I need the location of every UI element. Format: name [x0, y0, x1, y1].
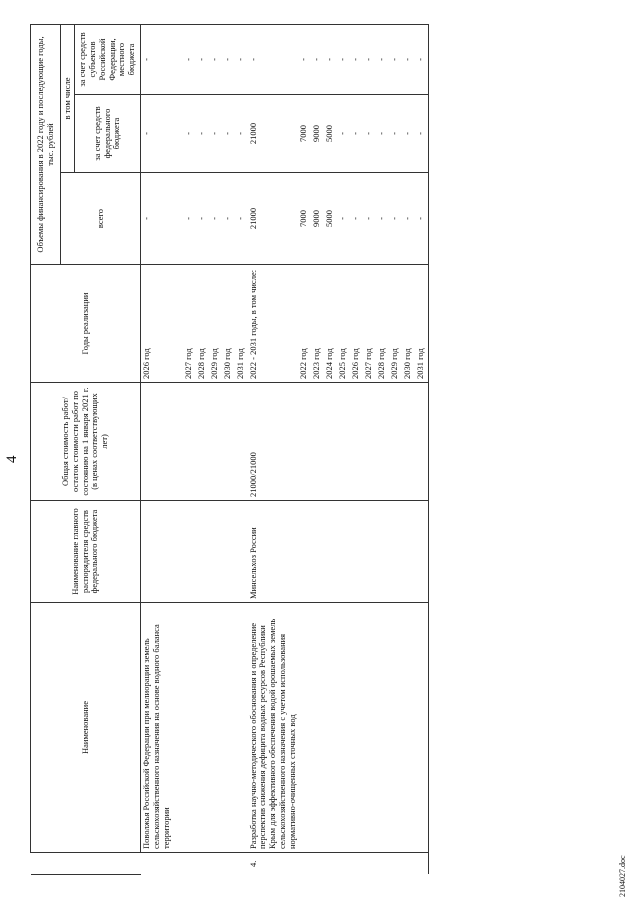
row-manager — [324, 501, 337, 603]
row-manager — [183, 501, 196, 603]
row-number — [324, 853, 337, 875]
row-regional: - — [376, 24, 389, 94]
row-cost — [389, 383, 402, 501]
row-total: - — [350, 173, 363, 265]
row-cost — [141, 383, 183, 501]
header-cost: Общая стоимость работ/остаток стоимости работ по состоянию на 1 января 2021 г. (в ценах соответствующих лет) — [31, 383, 141, 501]
row-name — [376, 603, 389, 853]
row-manager — [415, 501, 428, 603]
row-cost — [222, 383, 235, 501]
row-name — [298, 603, 311, 853]
row-regional: - — [298, 24, 311, 94]
table-row — [196, 24, 209, 874]
row-name: Разработка научно-методического обоснования и определение перспектив снижения дефицита водных ресурсов Республики Крым для эффективного обеспечения водой орошаемых земель сельскохозяйственного назначения с учетом использования нормативно-очищенных сточных вод — [248, 603, 299, 853]
row-name — [324, 603, 337, 853]
row-federal: 7000 — [298, 95, 311, 173]
row-number — [209, 853, 222, 875]
header-name: Наименование — [31, 603, 141, 853]
table-row — [376, 24, 389, 874]
row-regional: - — [235, 24, 248, 94]
row-year: 2025 год — [337, 265, 350, 383]
table-row — [209, 24, 222, 874]
row-total: - — [235, 173, 248, 265]
row-name — [415, 603, 428, 853]
row-total: 21000 — [248, 173, 299, 265]
row-federal: - — [183, 95, 196, 173]
row-federal: - — [415, 95, 428, 173]
row-cost — [298, 383, 311, 501]
header-financing: Объемы финансирования в 2022 году и последующие годы, тыс. рублей — [31, 24, 61, 264]
row-name — [222, 603, 235, 853]
row-number — [402, 853, 415, 875]
row-federal: 5000 — [324, 95, 337, 173]
footer-code: 2104027.doc — [618, 855, 627, 897]
table-row — [337, 24, 350, 874]
row-total: - — [222, 173, 235, 265]
row-number — [415, 853, 428, 875]
row-regional: - — [248, 24, 299, 94]
table-row — [141, 24, 183, 874]
row-manager — [363, 501, 376, 603]
row-manager — [222, 501, 235, 603]
row-total: 7000 — [298, 173, 311, 265]
header-including: в том числе — [61, 24, 75, 172]
row-number — [222, 853, 235, 875]
row-total: - — [183, 173, 196, 265]
financing-table — [30, 24, 429, 875]
row-federal: - — [402, 95, 415, 173]
row-regional: - — [415, 24, 428, 94]
row-year: 2022 - 2031 годы, в том числе: — [248, 265, 299, 383]
header-regional: за счет средств субъектов Российской Федерации, местного бюджета — [75, 24, 141, 94]
table-row — [183, 24, 196, 874]
table-row — [402, 24, 415, 874]
header-total: всего — [61, 173, 141, 265]
row-cost — [415, 383, 428, 501]
row-manager — [235, 501, 248, 603]
row-federal: - — [235, 95, 248, 173]
row-total: - — [389, 173, 402, 265]
row-year: 2022 год — [298, 265, 311, 383]
row-regional: - — [141, 24, 183, 94]
row-number — [311, 853, 324, 875]
row-year: 2026 год — [350, 265, 363, 383]
row-year: 2027 год — [363, 265, 376, 383]
row-cost — [350, 383, 363, 501]
row-total: - — [363, 173, 376, 265]
row-number — [376, 853, 389, 875]
row-manager — [376, 501, 389, 603]
row-number: 4. — [247, 860, 258, 867]
row-year: 2023 год — [311, 265, 324, 383]
row-manager — [337, 501, 350, 603]
row-regional: - — [363, 24, 376, 94]
row-cost: 21000/21000 — [248, 383, 299, 501]
row-year: 2026 год — [141, 265, 183, 383]
row-total: - — [337, 173, 350, 265]
row-regional: - — [183, 24, 196, 94]
table-row — [363, 24, 376, 874]
row-manager — [311, 501, 324, 603]
header-number-cell — [31, 853, 141, 875]
table-row — [298, 24, 311, 874]
row-name — [183, 603, 196, 853]
row-total: - — [209, 173, 222, 265]
row-year: 2029 год — [209, 265, 222, 383]
row-cost — [337, 383, 350, 501]
header-manager: Наименование главного распорядителя средств федерального бюджета — [31, 501, 141, 603]
row-federal: - — [376, 95, 389, 173]
row-federal: - — [350, 95, 363, 173]
row-name — [350, 603, 363, 853]
row-federal: - — [141, 95, 183, 173]
row-cost — [196, 383, 209, 501]
row-total: - — [415, 173, 428, 265]
row-manager — [298, 501, 311, 603]
row-regional: - — [222, 24, 235, 94]
table-row — [311, 24, 324, 874]
row-number — [141, 853, 183, 875]
row-number — [183, 853, 196, 875]
row-cost — [235, 383, 248, 501]
row-number — [363, 853, 376, 875]
row-regional: - — [350, 24, 363, 94]
row-number — [337, 853, 350, 875]
header-federal: за счет средств федерального бюджета — [75, 95, 141, 173]
row-name: Поволжья Российской Федерации при мелиорации земель сельскохозяйственного назначения на основе водного баланса территории — [141, 603, 183, 853]
row-year: 2027 год — [183, 265, 196, 383]
row-manager — [209, 501, 222, 603]
row-cost — [183, 383, 196, 501]
table-row — [389, 24, 402, 874]
row-manager: Минсельхоз России — [248, 501, 299, 603]
row-regional: - — [311, 24, 324, 94]
row-cost — [209, 383, 222, 501]
row-name — [196, 603, 209, 853]
row-regional: - — [337, 24, 350, 94]
row-number — [235, 853, 248, 875]
table-row — [248, 24, 299, 874]
row-regional: - — [209, 24, 222, 94]
table-row — [222, 24, 235, 874]
row-federal: - — [337, 95, 350, 173]
table-row — [415, 24, 428, 874]
row-number — [389, 853, 402, 875]
row-name — [311, 603, 324, 853]
row-number — [350, 853, 363, 875]
row-name — [235, 603, 248, 853]
row-total: - — [402, 173, 415, 265]
row-total: - — [141, 173, 183, 265]
row-federal: - — [209, 95, 222, 173]
row-manager — [196, 501, 209, 603]
row-manager — [350, 501, 363, 603]
row-regional: - — [389, 24, 402, 94]
row-year: 2031 год — [415, 265, 428, 383]
row-year: 2028 год — [196, 265, 209, 383]
row-year: 2030 год — [402, 265, 415, 383]
row-manager — [389, 501, 402, 603]
table-row — [324, 24, 337, 874]
table-body — [141, 24, 429, 874]
row-manager — [141, 501, 183, 603]
table-row — [235, 24, 248, 874]
page-number: 4 — [4, 455, 20, 463]
row-number — [196, 853, 209, 875]
row-regional: - — [324, 24, 337, 94]
header-years: Годы реализации — [31, 265, 141, 383]
row-federal: - — [196, 95, 209, 173]
row-total: 9000 — [311, 173, 324, 265]
row-federal: - — [222, 95, 235, 173]
row-total: 5000 — [324, 173, 337, 265]
row-cost — [376, 383, 389, 501]
row-federal: - — [363, 95, 376, 173]
row-cost — [363, 383, 376, 501]
row-total: - — [196, 173, 209, 265]
row-year: 2028 год — [376, 265, 389, 383]
row-year: 2024 год — [324, 265, 337, 383]
row-cost — [311, 383, 324, 501]
row-federal: - — [389, 95, 402, 173]
table-row — [350, 24, 363, 874]
row-name — [402, 603, 415, 853]
row-number — [298, 853, 311, 875]
row-year: 2030 год — [222, 265, 235, 383]
row-regional: - — [402, 24, 415, 94]
row-year: 2029 год — [389, 265, 402, 383]
row-federal: 21000 — [248, 95, 299, 173]
row-name — [363, 603, 376, 853]
row-total: - — [376, 173, 389, 265]
row-name — [209, 603, 222, 853]
row-name — [337, 603, 350, 853]
row-name — [389, 603, 402, 853]
row-manager — [402, 501, 415, 603]
row-cost — [402, 383, 415, 501]
row-federal: 9000 — [311, 95, 324, 173]
row-year: 2031 год — [235, 265, 248, 383]
row-cost — [324, 383, 337, 501]
row-regional: - — [196, 24, 209, 94]
